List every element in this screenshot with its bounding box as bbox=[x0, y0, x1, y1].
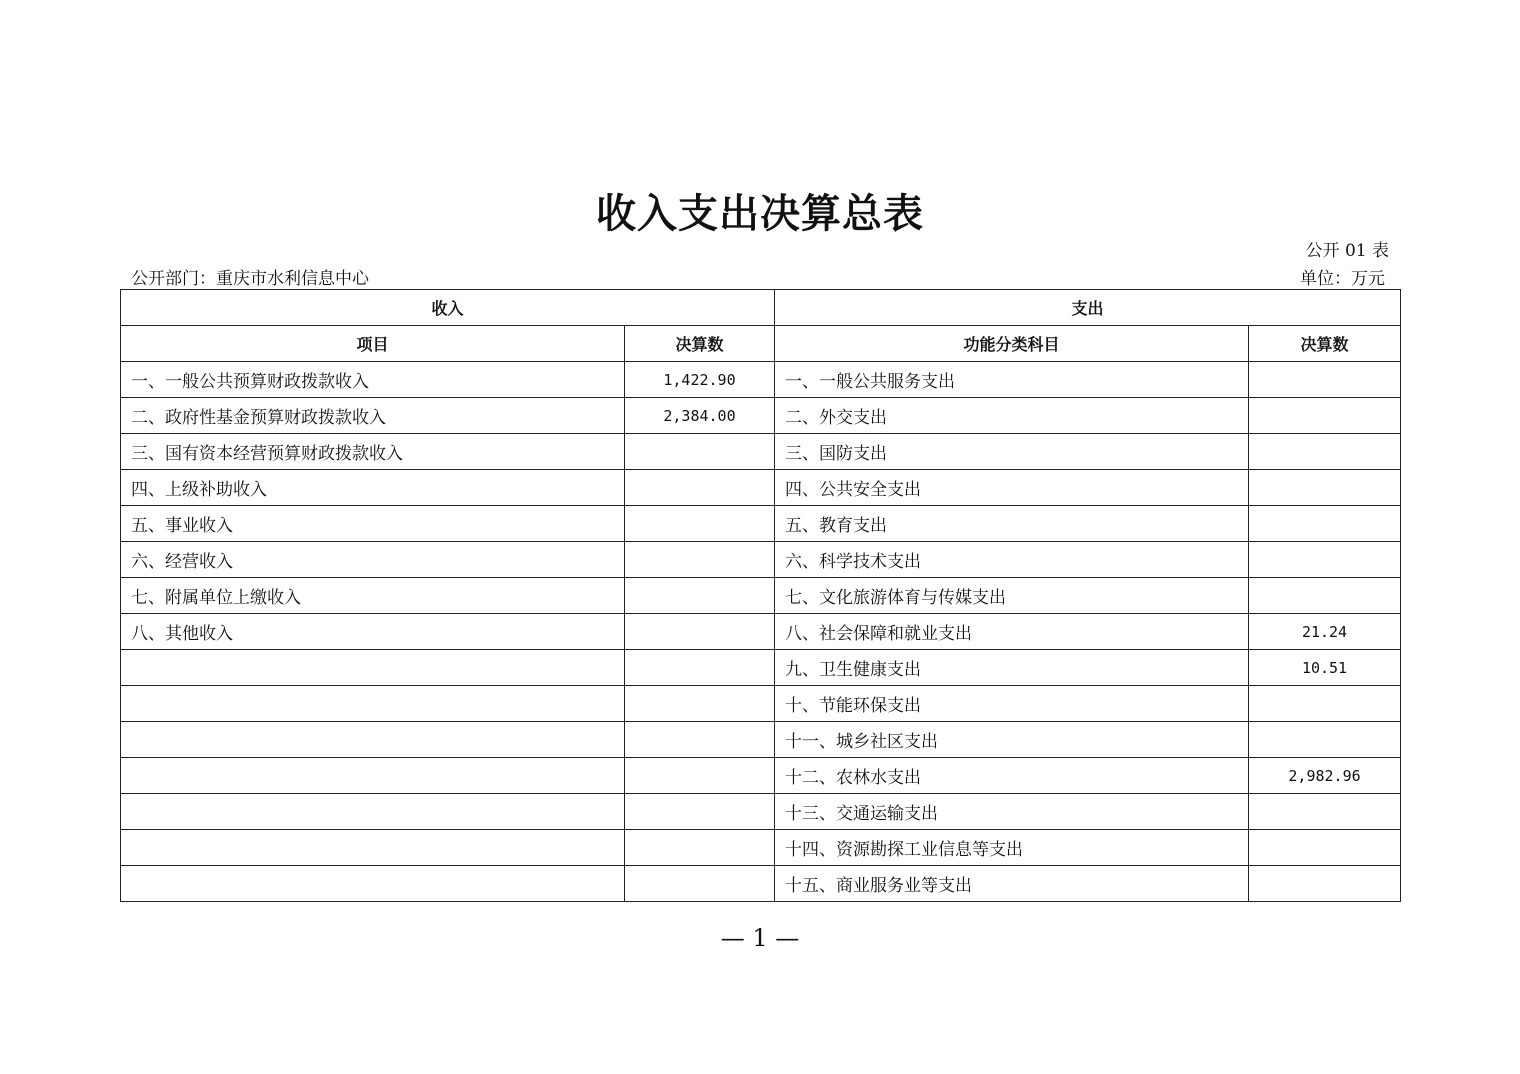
income-amount-cell bbox=[625, 470, 775, 506]
expense-item-cell: 五、教育支出 bbox=[775, 506, 1249, 542]
income-item-cell bbox=[121, 794, 625, 830]
expense-amount-cell bbox=[1249, 506, 1401, 542]
table-row bbox=[121, 398, 1401, 434]
income-item-cell: 六、经营收入 bbox=[121, 542, 625, 578]
department-label: 公开部门：重庆市水利信息中心 bbox=[131, 269, 369, 289]
expense-item-cell: 十四、资源勘探工业信息等支出 bbox=[775, 830, 1249, 866]
form-number: 公开 01 表 bbox=[1305, 241, 1389, 261]
expense-amount-cell bbox=[1249, 470, 1401, 506]
section-header-row bbox=[121, 290, 1401, 326]
table-row bbox=[121, 650, 1401, 686]
income-item-cell: 八、其他收入 bbox=[121, 614, 625, 650]
unit-label: 单位：万元 bbox=[1300, 269, 1385, 289]
income-item-cell: 五、事业收入 bbox=[121, 506, 625, 542]
expense-amount-cell bbox=[1249, 398, 1401, 434]
col-header-expense-amount: 决算数 bbox=[1249, 326, 1401, 362]
expense-item-cell: 十、节能环保支出 bbox=[775, 686, 1249, 722]
expense-item-cell: 十五、商业服务业等支出 bbox=[775, 866, 1249, 902]
expense-amount-cell: 2,982.96 bbox=[1249, 758, 1401, 794]
expense-amount-cell bbox=[1249, 866, 1401, 902]
income-section-header: 收入 bbox=[121, 290, 775, 326]
expense-item-cell: 十一、城乡社区支出 bbox=[775, 722, 1249, 758]
income-amount-cell: 2,384.00 bbox=[625, 398, 775, 434]
col-header-amount: 决算数 bbox=[625, 326, 775, 362]
income-item-cell bbox=[121, 686, 625, 722]
income-amount-cell bbox=[625, 686, 775, 722]
expense-amount-cell bbox=[1249, 794, 1401, 830]
income-amount-cell bbox=[625, 650, 775, 686]
expense-item-cell: 八、社会保障和就业支出 bbox=[775, 614, 1249, 650]
expense-amount-cell bbox=[1249, 542, 1401, 578]
income-amount-cell bbox=[625, 434, 775, 470]
col-header-function: 功能分类科目 bbox=[775, 326, 1249, 362]
income-amount-cell bbox=[625, 866, 775, 902]
income-item-cell bbox=[121, 722, 625, 758]
page-number: — 1 — bbox=[720, 924, 800, 952]
expense-amount-cell bbox=[1249, 362, 1401, 398]
expense-amount-cell bbox=[1249, 830, 1401, 866]
income-amount-cell bbox=[625, 542, 775, 578]
expense-item-cell: 十三、交通运输支出 bbox=[775, 794, 1249, 830]
income-item-cell: 四、上级补助收入 bbox=[121, 470, 625, 506]
income-amount-cell bbox=[625, 722, 775, 758]
expense-amount-cell bbox=[1249, 434, 1401, 470]
table-row bbox=[121, 794, 1401, 830]
expense-item-cell: 九、卫生健康支出 bbox=[775, 650, 1249, 686]
expense-amount-cell bbox=[1249, 578, 1401, 614]
income-item-cell: 三、国有资本经营预算财政拨款收入 bbox=[121, 434, 625, 470]
expense-item-cell: 七、文化旅游体育与传媒支出 bbox=[775, 578, 1249, 614]
income-amount-cell bbox=[625, 506, 775, 542]
table-row bbox=[121, 470, 1401, 506]
table-row bbox=[121, 542, 1401, 578]
expense-amount-cell bbox=[1249, 686, 1401, 722]
expense-item-cell: 一、一般公共服务支出 bbox=[775, 362, 1249, 398]
income-item-cell bbox=[121, 830, 625, 866]
table-row bbox=[121, 866, 1401, 902]
table-row bbox=[121, 434, 1401, 470]
income-amount-cell bbox=[625, 758, 775, 794]
expense-amount-cell: 10.51 bbox=[1249, 650, 1401, 686]
income-amount-cell bbox=[625, 578, 775, 614]
income-item-cell bbox=[121, 758, 625, 794]
expense-item-cell: 六、科学技术支出 bbox=[775, 542, 1249, 578]
income-item-cell bbox=[121, 650, 625, 686]
expense-item-cell: 四、公共安全支出 bbox=[775, 470, 1249, 506]
expense-amount-cell: 21.24 bbox=[1249, 614, 1401, 650]
table-row bbox=[121, 830, 1401, 866]
income-item-cell bbox=[121, 866, 625, 902]
income-amount-cell: 1,422.90 bbox=[625, 362, 775, 398]
column-header-row bbox=[121, 326, 1401, 362]
income-item-cell: 一、一般公共预算财政拨款收入 bbox=[121, 362, 625, 398]
table-row bbox=[121, 758, 1401, 794]
income-expense-table bbox=[120, 289, 1401, 902]
expense-item-cell: 十二、农林水支出 bbox=[775, 758, 1249, 794]
expense-item-cell: 三、国防支出 bbox=[775, 434, 1249, 470]
income-amount-cell bbox=[625, 794, 775, 830]
expense-item-cell: 二、外交支出 bbox=[775, 398, 1249, 434]
expense-amount-cell bbox=[1249, 722, 1401, 758]
table-row bbox=[121, 362, 1401, 398]
col-header-item: 项目 bbox=[121, 326, 625, 362]
income-item-cell: 七、附属单位上缴收入 bbox=[121, 578, 625, 614]
table-row bbox=[121, 614, 1401, 650]
table-row bbox=[121, 578, 1401, 614]
income-item-cell: 二、政府性基金预算财政拨款收入 bbox=[121, 398, 625, 434]
table-row bbox=[121, 686, 1401, 722]
expense-section-header: 支出 bbox=[775, 290, 1401, 326]
income-amount-cell bbox=[625, 614, 775, 650]
table-row bbox=[121, 722, 1401, 758]
page-title: 收入支出决算总表 bbox=[596, 190, 924, 237]
income-amount-cell bbox=[625, 830, 775, 866]
table-row bbox=[121, 506, 1401, 542]
